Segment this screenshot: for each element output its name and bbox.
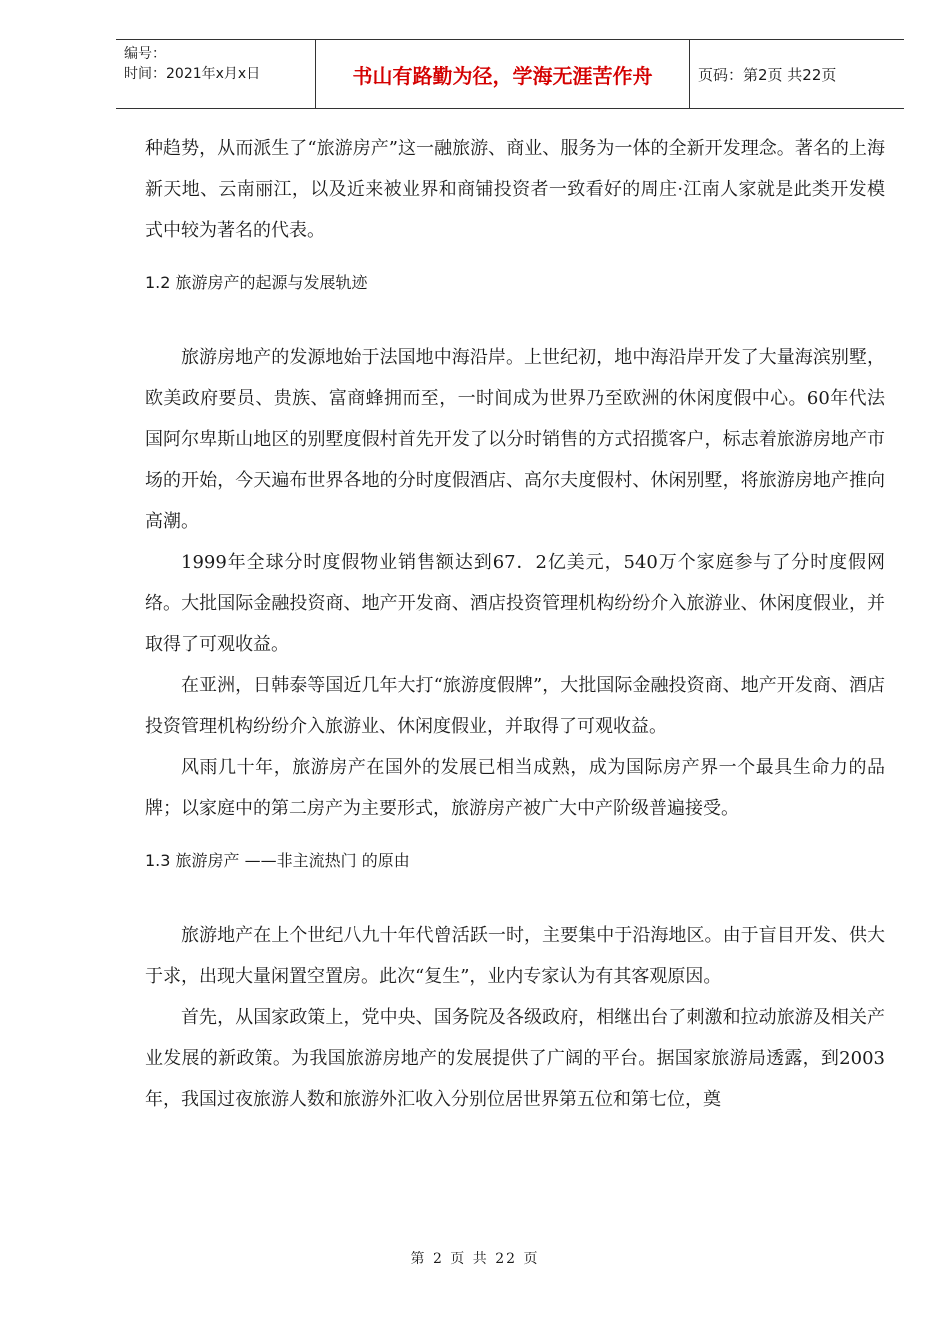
intro-paragraph: 种趋势，从而派生了“旅游房产”这一融旅游、商业、服务为一体的全新开发理念。著名的上海新天地、云南丽江，以及近来被业界和商铺投资者一致看好的周庄·江南人家就是此类开发模式中较为著名的代表。 [145,138,885,241]
section-1-3-heading: 1.3 旅游房产 ——非主流热门 的原由 [145,851,410,870]
page-footer: 第 2 页 共 22 页 [410,1251,540,1267]
header-motto: 书山有路勤为径，学海无涯苦作舟 [316,40,690,108]
section-1-2-paragraph: 风雨几十年，旅游房产在国外的发展已相当成熟，成为国际房产界一个最具生命力的品牌；以家庭中的第二房产为主要形式，旅游房产被广大中产阶级普遍接受。 [145,757,885,819]
section-1-2-heading: 1.2 旅游房产的起源与发展轨迹 [145,273,368,292]
header-meta-cell [116,40,316,108]
document-number-label: 编号： [124,46,166,62]
document-header [116,39,904,109]
section-1-2-paragraph: 在亚洲，日韩泰等国近几年大打“旅游度假牌”，大批国际金融投资商、地产开发商、酒店投资管理机构纷纷介入旅游业、休闲度假业，并取得了可观收益。 [145,675,885,737]
section-1-3-paragraph: 首先，从国家政策上，党中央、国务院及各级政府，相继出台了刺激和拉动旅游及相关产业发展的新政策。为我国旅游房地产的发展提供了广阔的平台。据国家旅游局透露，到2003年，我国过夜旅游人数和旅游外汇收入分别位居世界第五位和第七位，奠 [145,1007,885,1110]
document-time-label: 时间：2021年x月x日 [124,66,261,82]
section-1-3-paragraph: 旅游地产在上个世纪八九十年代曾活跃一时，主要集中于沿海地区。由于盲目开发、供大于求，出现大量闲置空置房。此次“复生”，业内专家认为有其客观原因。 [145,925,885,987]
section-1-2-paragraph: 1999年全球分时度假物业销售额达到67．2亿美元，540万个家庭参与了分时度假网络。大批国际金融投资商、地产开发商、酒店投资管理机构纷纷介入旅游业、休闲度假业，并取得了可观收益。 [145,552,885,655]
section-1-2-paragraph: 旅游房地产的发源地始于法国地中海沿岸。上世纪初，地中海沿岸开发了大量海滨别墅，欧美政府要员、贵族、富商蜂拥而至，一时间成为世界乃至欧洲的休闲度假中心。60年代法国阿尔卑斯山地区的别墅度假村首先开发了以分时销售的方式招揽客户，标志着旅游房地产市场的开始，今天遍布世界各地的分时度假酒店、高尔夫度假村、休闲别墅，将旅游房地产推向高潮。 [145,347,885,532]
document-body [145,128,885,1120]
header-page-info: 页码：第2页 共22页 [698,65,837,84]
